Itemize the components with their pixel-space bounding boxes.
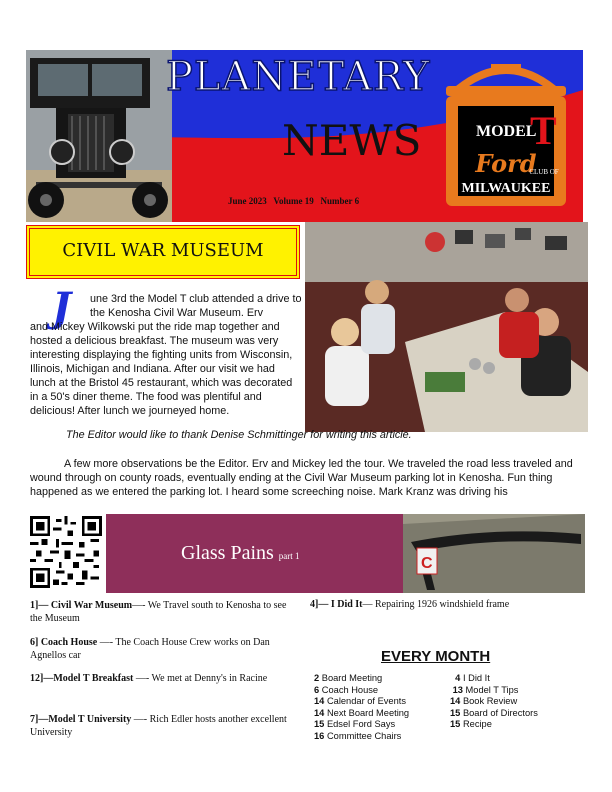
logo-club-of: CLUB OF <box>529 168 559 176</box>
feature-banner <box>106 514 403 593</box>
contents-item-desc: —- The Coach House Crew works on Dan Agnellos car <box>30 637 270 661</box>
every-month-heading: EVERY MONTH <box>381 648 491 665</box>
contents-item-label: 6] Coach House <box>30 637 98 648</box>
article-title: CIVIL WAR MUSEUM <box>62 240 264 261</box>
article-paragraph-1: and Mickey Wilkowski put the ride map together and hosted a delicious breakfast. The museum was very interesting displaying the fighting units from Wisconsin, Illinois, Michigan and Indiana. After our visit we had lunch at the Bristol 45 restaurant, which was decorated in a 50's diner theme. The food was plentiful and delicious! After lunch we journeyed home. <box>30 321 293 417</box>
diner-group-photo <box>305 222 588 432</box>
logo-model-text: MODEL <box>476 123 537 140</box>
feature-subtitle: part 1 <box>278 551 300 561</box>
list-item[interactable]: 16 Committee Chairs <box>314 730 402 741</box>
feature-title <box>181 542 300 565</box>
contents-item-5[interactable] <box>310 599 586 612</box>
contents-item-label: 1]— Civil War Museum <box>30 600 133 611</box>
contents-item-1[interactable] <box>30 600 298 625</box>
article-paragraph-2 <box>30 457 586 499</box>
every-month-list-right <box>450 673 586 731</box>
contents-item-2[interactable] <box>30 637 298 662</box>
list-item[interactable]: 15 Edsel Ford Says <box>314 719 396 730</box>
qr-code[interactable] <box>30 516 102 588</box>
article-title-box <box>26 225 300 279</box>
list-item[interactable]: 4 I Did It <box>455 673 490 683</box>
model-t-club-logo <box>436 56 576 216</box>
contents-item-label: 4]— I Did It <box>310 599 363 610</box>
contents-item-label: 12]—Model T Breakfast <box>30 673 134 684</box>
contents-item-desc: — Repairing 1926 windshield frame <box>362 599 510 610</box>
issue-info: June 2023 Volume 19 Number 6 <box>228 196 360 206</box>
list-item[interactable]: 13 Model T Tips <box>452 684 519 695</box>
feature-title-main: Glass Pains <box>181 542 274 564</box>
contents-item-desc: —- Rich Edler hosts another excellent University <box>30 714 287 738</box>
list-item[interactable]: 15 Recipe <box>450 719 492 730</box>
masthead-title-news: NEWS <box>282 116 422 165</box>
model-t-car-photo <box>26 50 172 222</box>
masthead-title-planetary: PLANETARY <box>166 54 431 100</box>
contents-item-4[interactable] <box>30 714 298 739</box>
list-item[interactable]: 6 Coach House <box>314 684 379 695</box>
contents-item-3[interactable] <box>30 673 298 686</box>
every-month-list-left <box>314 673 454 743</box>
list-item[interactable]: 14 Next Board Meeting <box>314 707 410 718</box>
drop-cap: J <box>52 284 71 331</box>
list-item[interactable]: 15 Board of Directors <box>450 707 538 718</box>
logo-city: MILWAUKEE <box>461 181 551 196</box>
list-item[interactable]: 14 Calendar of Events <box>314 696 407 707</box>
article-credit: The Editor would like to thank Denise Schmittinger for writing this article. <box>66 429 412 441</box>
list-item[interactable]: 2 Board Meeting <box>314 673 383 683</box>
contents-item-label: 7]—Model T University <box>30 714 132 725</box>
list-item[interactable]: 14 Book Review <box>450 696 518 707</box>
logo-t-letter: T <box>530 108 557 153</box>
article-paragraph-2-text: A few more observations be the Editor. Erv and Mickey led the tour. We traveled the road less traveled and wound through on county roads, eventually ending at the Civil War Museum parking lot in Kenosha. Fun thing happened as we entered the parking lot. I heard some screeching noise. Mark Kranz was driving his <box>30 458 573 498</box>
contents-item-desc: —- We met at Denny's in Racine <box>133 673 268 684</box>
masthead <box>26 50 583 222</box>
logo-ford-script: Ford <box>475 149 537 178</box>
article-paragraph-1-start: une 3rd the Model T club attended a drive to the Kenosha Civil War Museum. Erv <box>90 293 302 319</box>
windshield-frame-photo <box>403 514 585 593</box>
contents-item-desc: —- We Travel south to Kenosha to see the Museum <box>30 600 287 624</box>
photo-tag-letter: C <box>421 555 433 572</box>
